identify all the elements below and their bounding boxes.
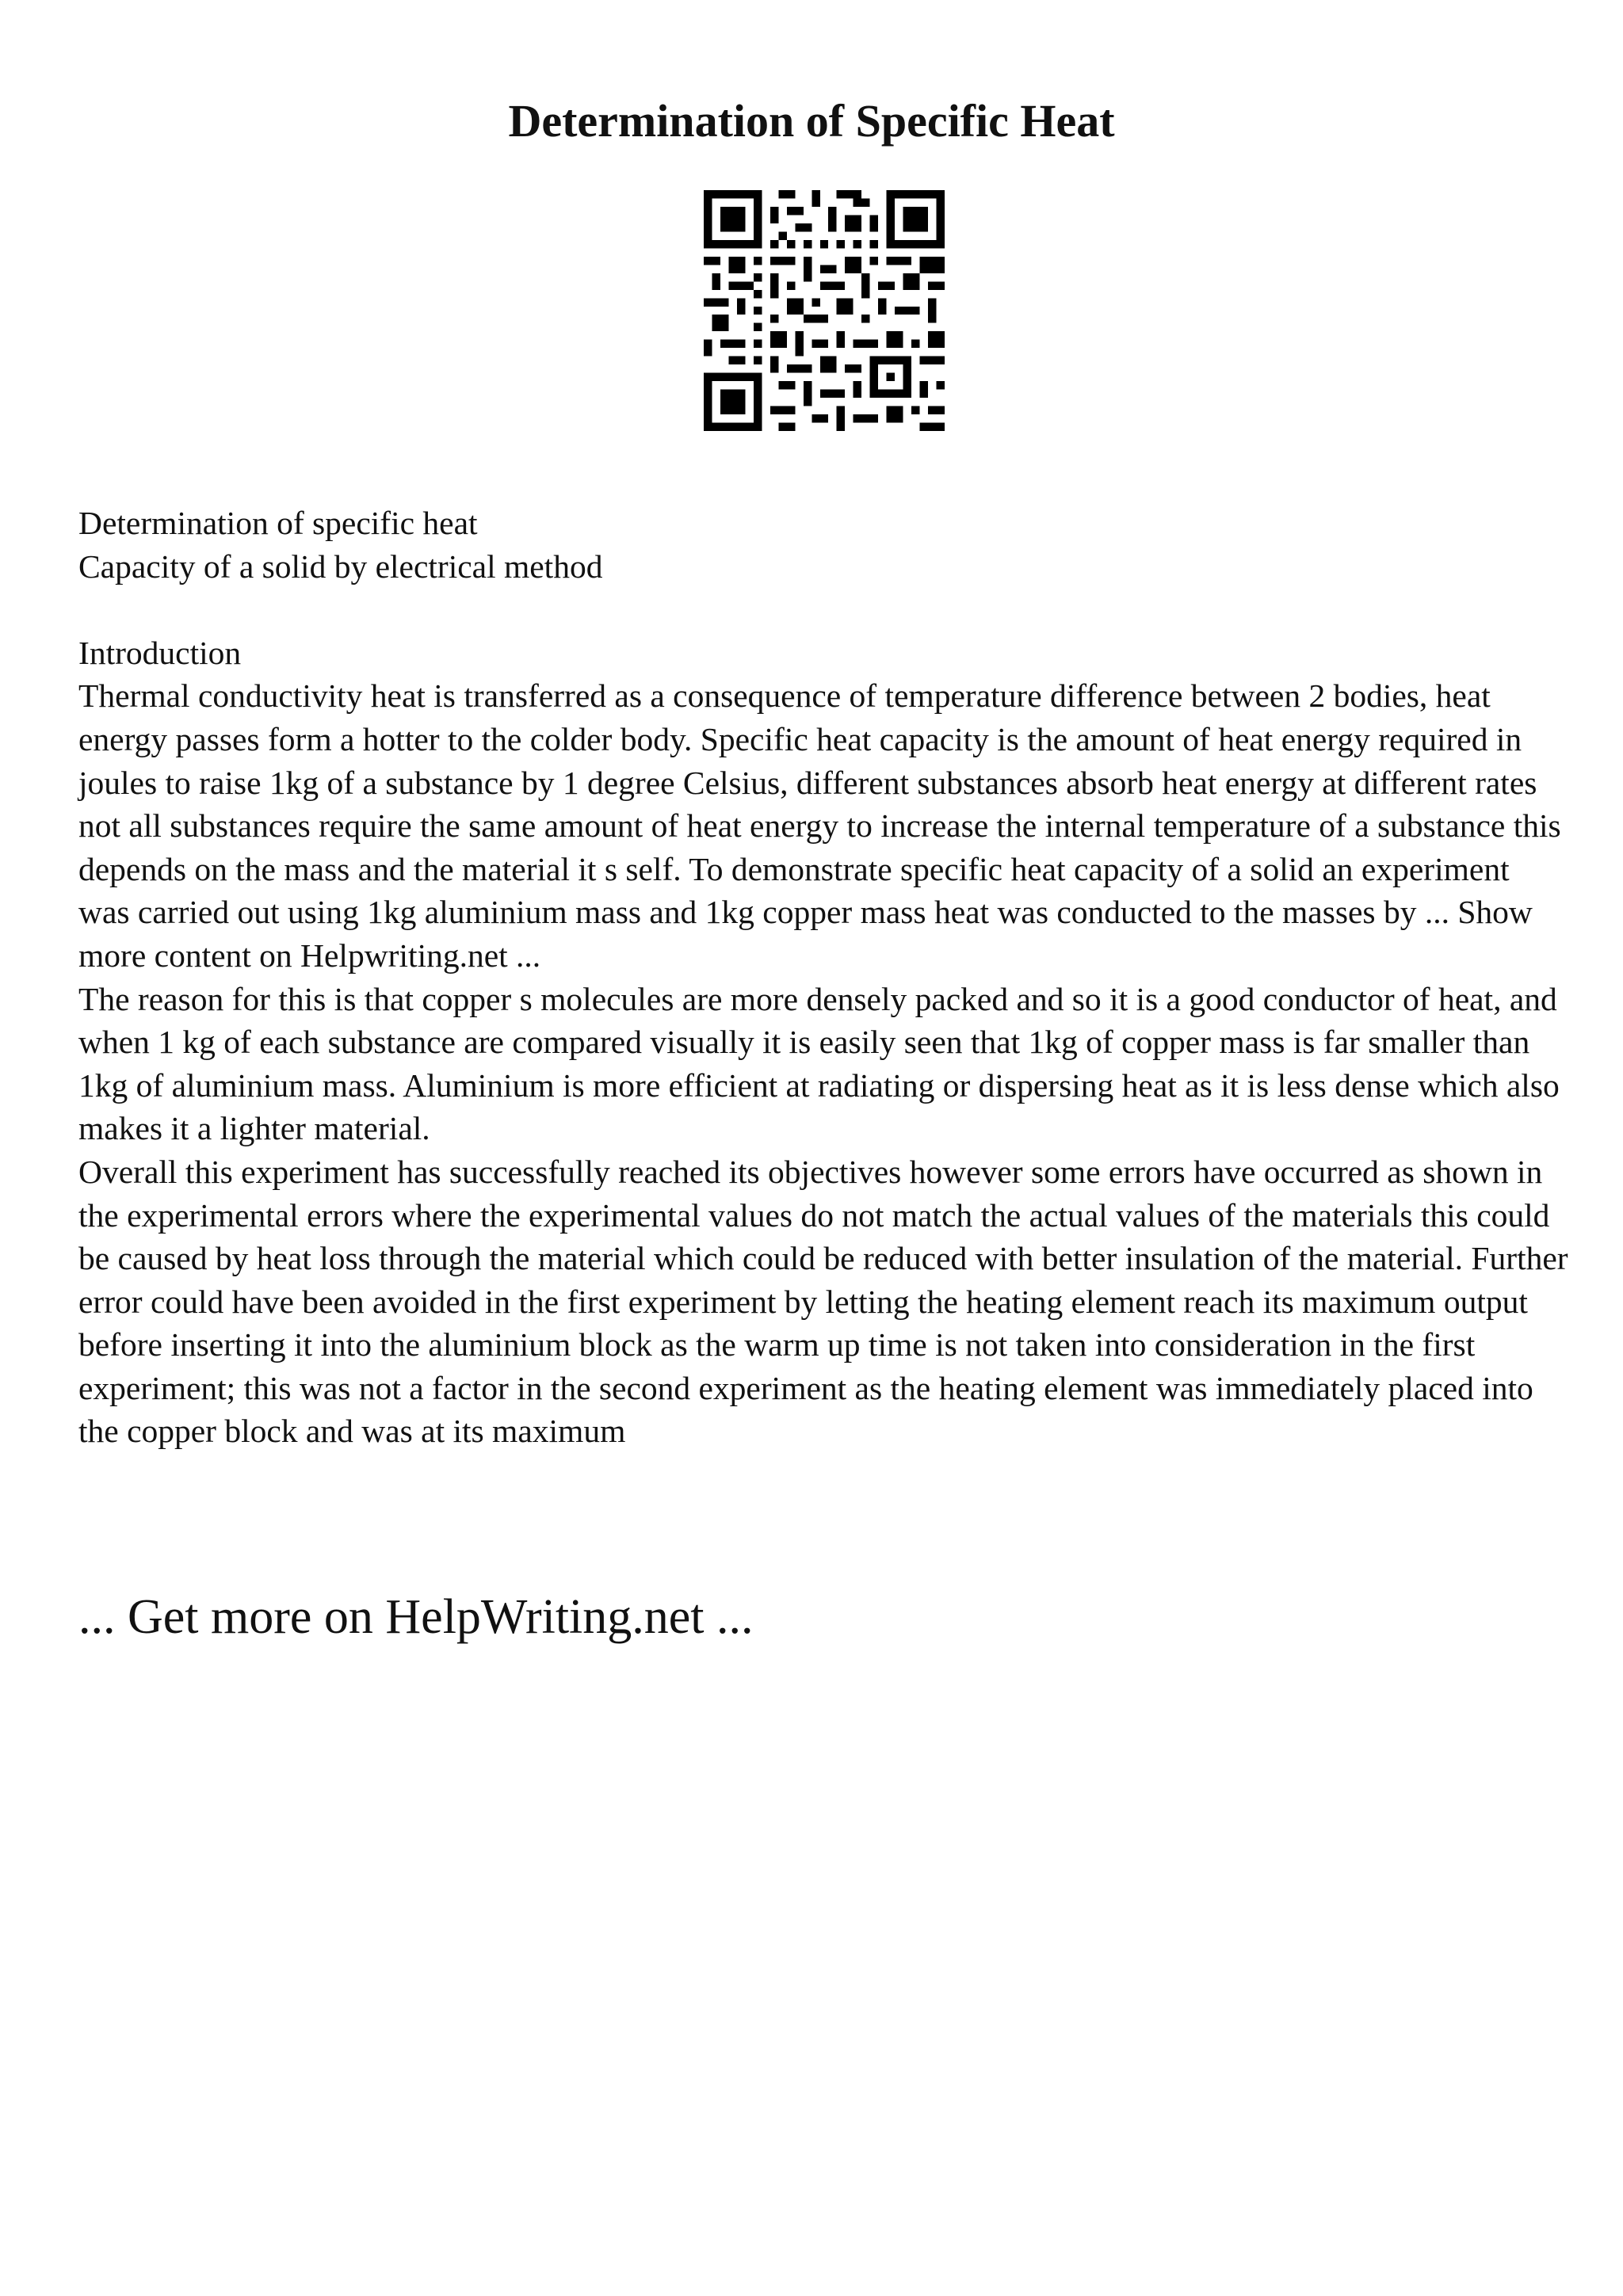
intro-label: Introduction (78, 634, 242, 671)
paragraph-1: Thermal conductivity heat is transferred as a consequence of temperature difference between 2 bodies, heat energy passes form a hotter to the colder body. Specific heat capacity is the amount of heat energy required in joules to raise 1kg of a substance by 1 degree Celsius, different substances absorb heat energy at different rates not all substances require the same amount of heat energy to increase the internal temperature of a substance this depends on the mass and the material it s self. To demonstrate specific heat capacity of a solid an experiment was carried out using 1kg aluminium mass and 1kg copper mass heat was conducted to the masses by ... Show more content on Helpwriting.net ... (78, 677, 1561, 974)
get-more-link[interactable]: ... Get more on HelpWriting.net ... (78, 1590, 754, 1644)
heading-line-2: Capacity of a solid by electrical method (78, 547, 603, 585)
paragraph-2: The reason for this is that copper s molecules are more densely packed and so it is a good conductor of heat, and when 1 kg of each substance are compared visually it is easily seen that 1kg of copper mass is far smaller than 1kg of aluminium mass. Aluminium is more efficient at radiating or dispersing heat as it is less dense which also makes it a lighter material. (78, 980, 1560, 1147)
qr-code-icon[interactable] (704, 190, 945, 431)
qr-code-graphic (704, 190, 945, 431)
document-body (78, 502, 1568, 1453)
paragraph-3: Overall this experiment has successfully reached its objectives however some errors have occurred as shown in the experimental errors where the experimental values do not match the actual values of the materials this could be caused by heat loss through the material which could be reduced with better insulation of the material. Further error could have been avoided in the first experiment by letting the heating element reach its maximum output before inserting it into the aluminium block as the warm up time is not taken into consideration in the first experiment; this was not a factor in the second experiment as the heating element was immediately placed into the copper block and was at its maximum (78, 1153, 1568, 1450)
heading-line-1: Determination of specific heat (78, 505, 478, 541)
spacer (78, 588, 1568, 631)
page-title: Determination of Specific Heat (508, 95, 1115, 147)
